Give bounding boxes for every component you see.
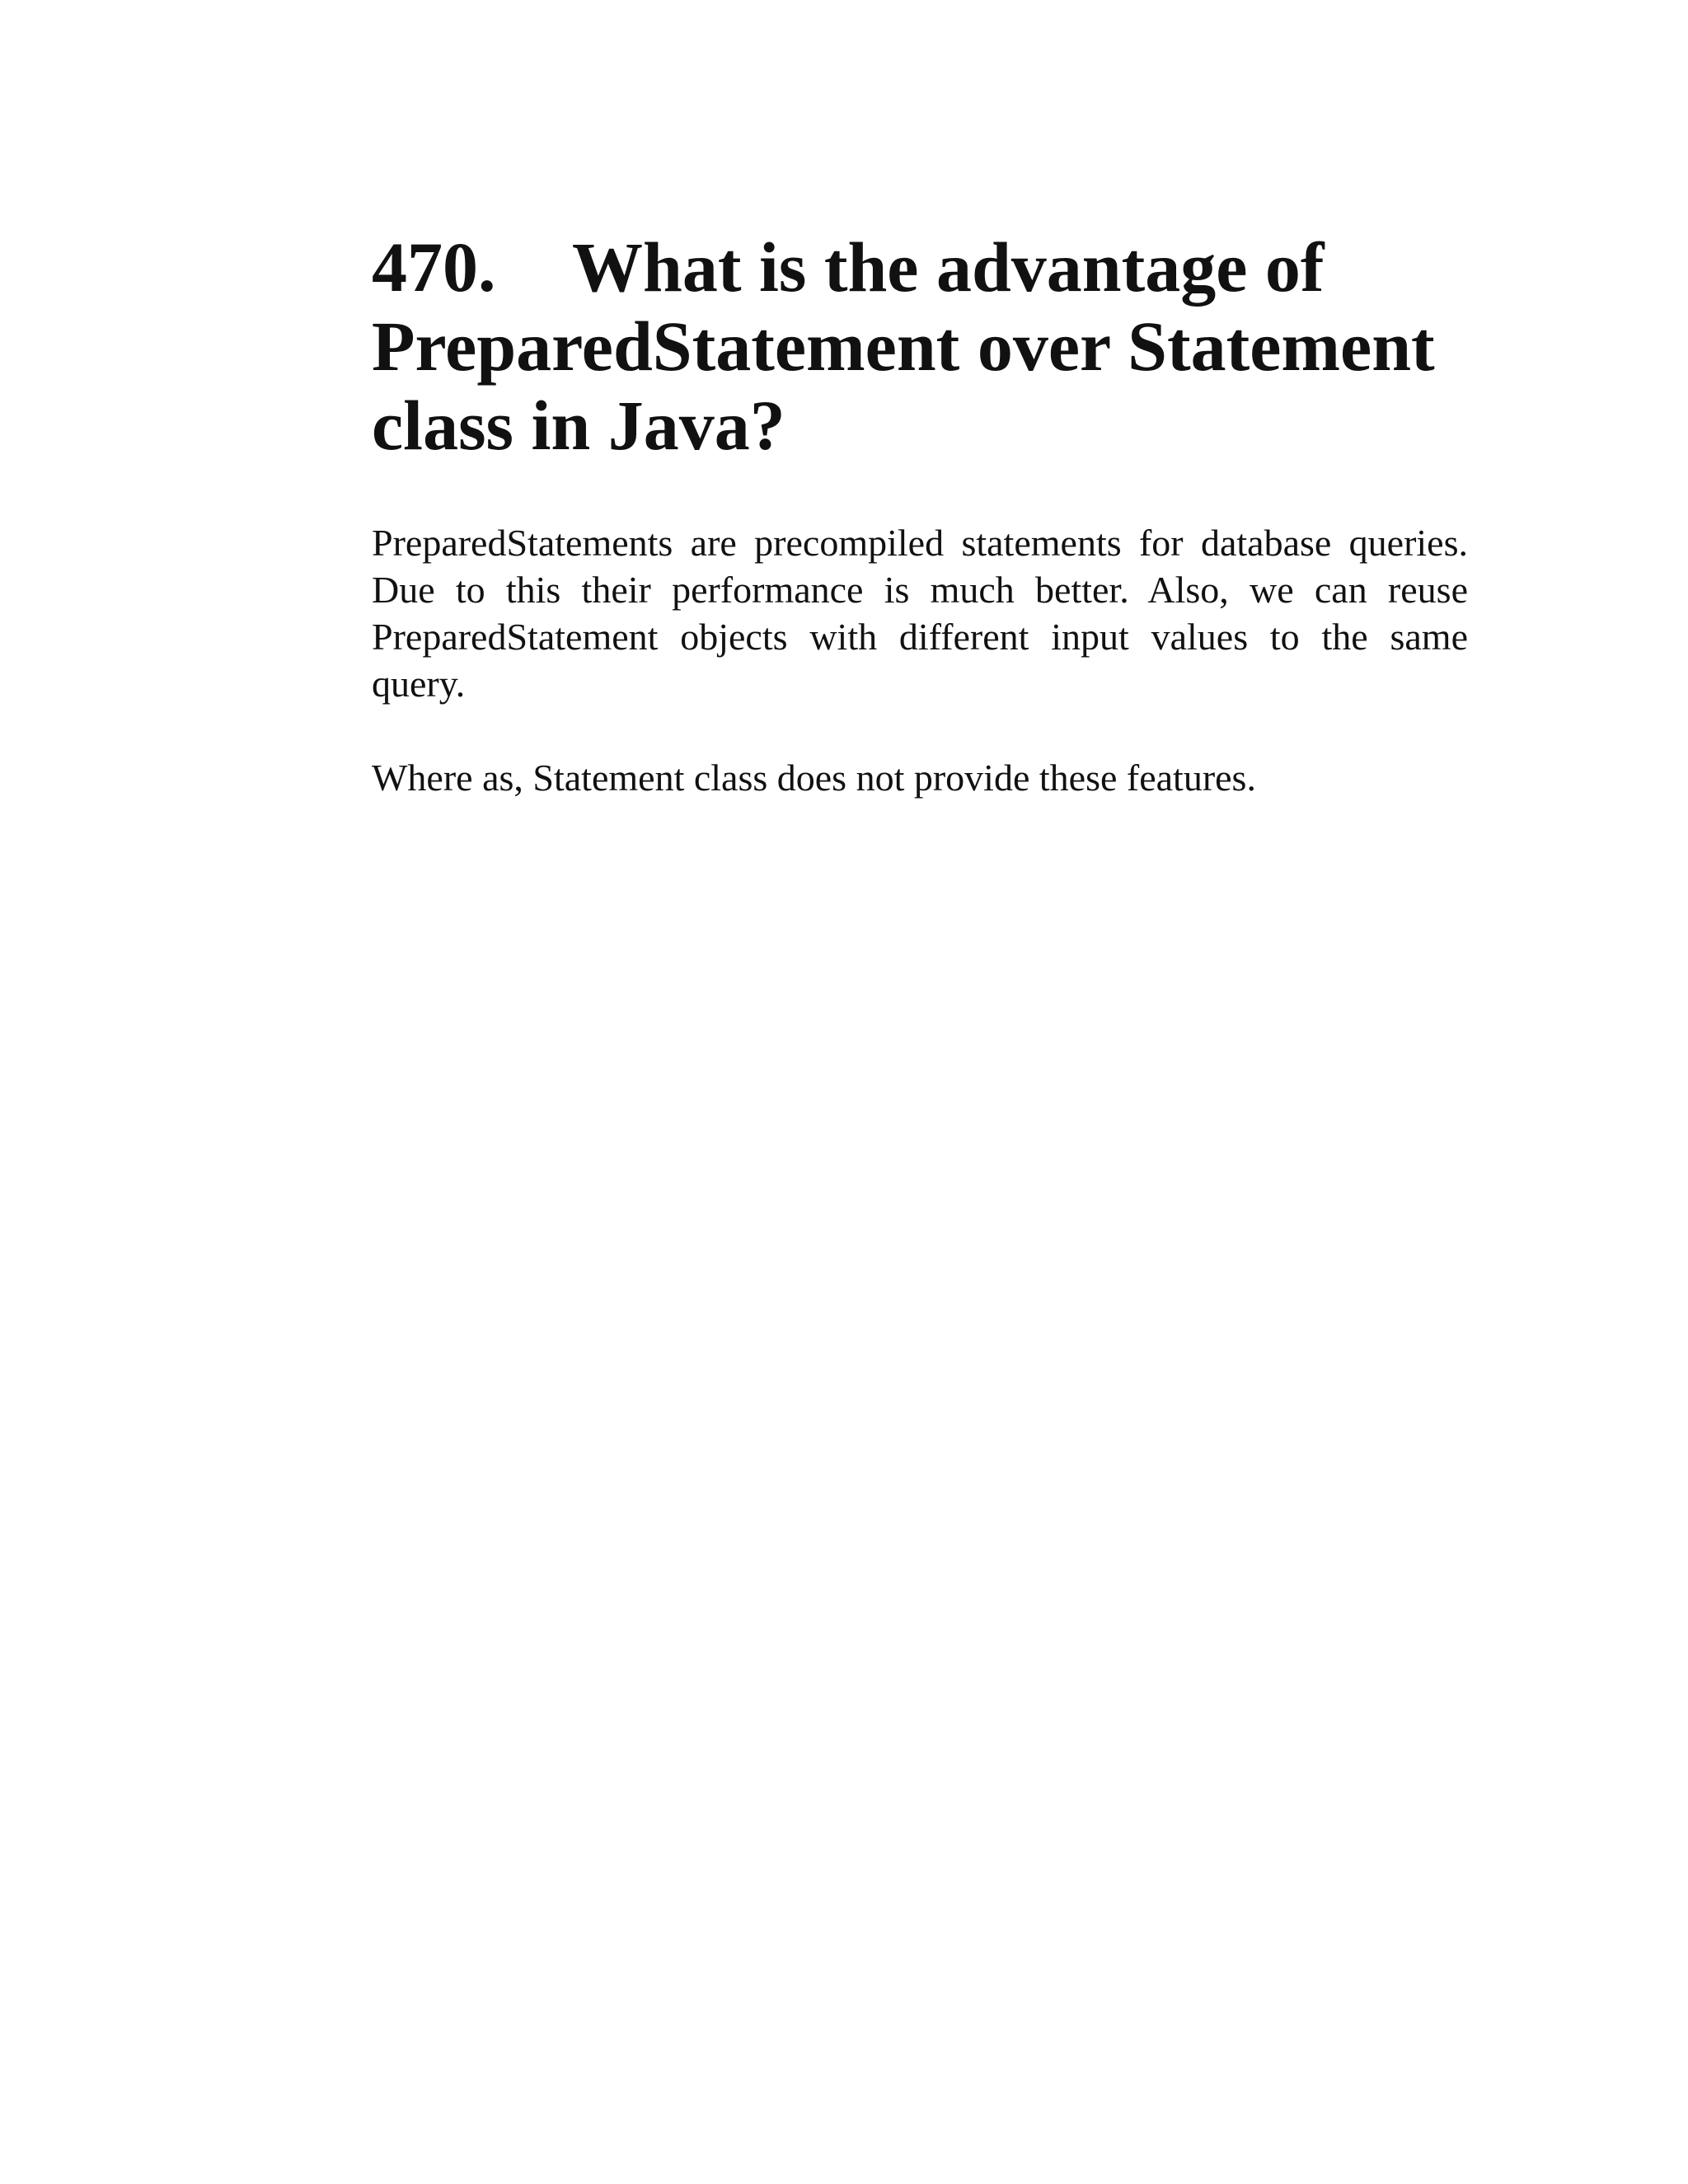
page-content <box>372 227 1468 801</box>
question-title: What is the advantage of PreparedStatement over Statement class in Java? <box>372 227 1435 465</box>
question-heading <box>372 227 1468 465</box>
answer-paragraph-1: PreparedStatements are precompiled statements for database queries. Due to this their performance is much better. Also, we can reuse PreparedStatement objects with different input values to the same query. <box>372 522 1468 705</box>
answer-paragraph-2: Where as, Statement class does not provide these features. <box>372 757 1256 799</box>
question-number: 470. <box>372 227 496 307</box>
